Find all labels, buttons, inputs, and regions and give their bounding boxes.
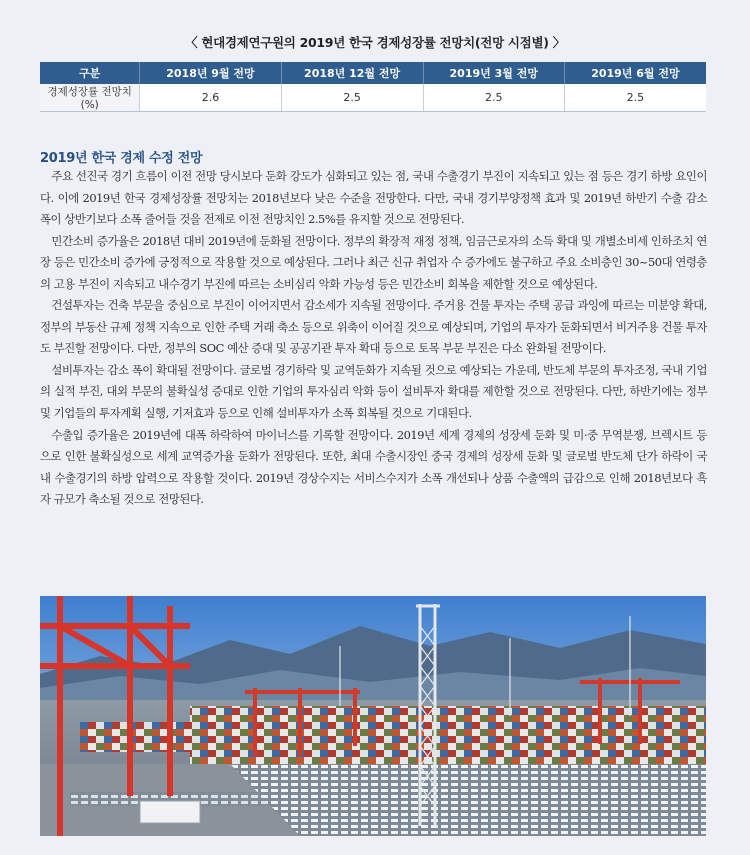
paragraph-private-consumption: 민간소비 증가율은 2018년 대비 2019년에 둔화될 전망이다. 정부의 확장적 재정 정책, 임금근로자의 소득 확대 및 개별소비세 인하조치 연장 등은 민간소비 증가에 긍정적으로 작용할 것으로 예상된다. 그러나 최근 신규 취업자 수 증가에도 불구하고 주요 소비층인 30~50대 연령층의 고용 부진이 지속되고 내수경기 부진에 따르는 소비심리 악화 가능성 등은 민간소비 회복을 제한할 것으로 예상된다.	[40, 233, 707, 291]
table-header-row	[40, 62, 706, 84]
paragraph-trade: 수출입 증가율은 2019년에 대폭 하락하여 마이너스를 기록할 전망이다. 2019년 세계 경제의 성장세 둔화 및 미·중 무역분쟁, 브렉시트 등으로 인한 불확실성으로 세계 교역증가율 둔화가 전망된다. 또한, 최대 수출시장인 중국 경제의 성장세 둔화 및 글로벌 반도체 단가 하락이 국내 수출경기의 하방 압력으로 작용할 것이다. 2019년 경상수지는 서비스수지가 소폭 개선되나 상품 수출액의 급감으로 인해 2018년보다 흑자 규모가 축소될 것으로 전망된다.	[40, 427, 707, 507]
header-2018-dec: 2018년 12월 전망	[281, 62, 423, 84]
row-label: 경제성장률 전망치(%)	[40, 84, 140, 112]
cell-2018-sep: 2.6	[140, 84, 281, 112]
cell-2019-mar: 2.5	[423, 84, 564, 112]
header-category: 구분	[40, 62, 140, 84]
header-2018-sep: 2018년 9월 전망	[140, 62, 281, 84]
port-photo	[40, 596, 706, 836]
forecast-table	[40, 62, 706, 112]
table-row	[40, 84, 706, 112]
header-2019-mar: 2019년 3월 전망	[423, 62, 564, 84]
article-body	[40, 166, 707, 511]
cell-2018-dec: 2.5	[281, 84, 423, 112]
paragraph-facility-investment: 설비투자는 감소 폭이 확대될 전망이다. 글로벌 경기하락 및 교역둔화가 지속될 것으로 예상되는 가운데, 반도체 부문의 투자조정, 국내 기업의 실적 부진, 대외 부문의 불확실성 증대로 인한 기업의 투자심리 악화 등이 설비투자 확대를 제한할 것으로 전망된다. 다만, 하반기에는 정부 및 기업들의 투자계획 실행, 기저효과 등으로 인해 설비투자가 소폭 회복될 것으로 기대된다.	[40, 362, 707, 421]
section-title: 2019년 한국 경제 수정 전망	[40, 151, 203, 166]
header-2019-jun: 2019년 6월 전망	[564, 62, 706, 84]
table-caption: 〈 현대경제연구원의 2019년 한국 경제성장률 전망치(전망 시점별) 〉	[185, 35, 565, 50]
paragraph-economy-outlook: 주요 선진국 경기 흐름이 이전 전망 당시보다 둔화 강도가 심화되고 있는 점, 국내 수출경기 부진이 지속되고 있는 점 등은 경기 하방 요인이다. 이에 2019년 한국 경제성장률 전망치는 2018년보다 낮은 수준을 전망한다. 다만, 국내 경기부양정책 효과 및 2019년 하반기 수출 감소 폭이 상반기보다 소폭 줄어들 것을 전제로 이전 전망치인 2.5%를 유지할 것으로 전망된다.	[40, 169, 707, 227]
paragraph-construction-investment: 건설투자는 건축 부문을 중심으로 부진이 이어지면서 감소세가 지속될 전망이다. 주거용 건물 투자는 주택 공급 과잉에 따르는 미분양 확대, 정부의 부동산 규제 정책 지속으로 인한 주택 거래 축소 등으로 위축이 이어질 것으로 예상되며, 기업의 투자가 둔화되면서 비거주용 건물 투자도 부진할 전망이다. 다만, 정부의 SOC 예산 증대 및 공공기관 투자 확대 등으로 토목 부문 부진은 다소 완화될 전망이다.	[40, 298, 707, 356]
cell-2019-jun: 2.5	[564, 84, 706, 112]
